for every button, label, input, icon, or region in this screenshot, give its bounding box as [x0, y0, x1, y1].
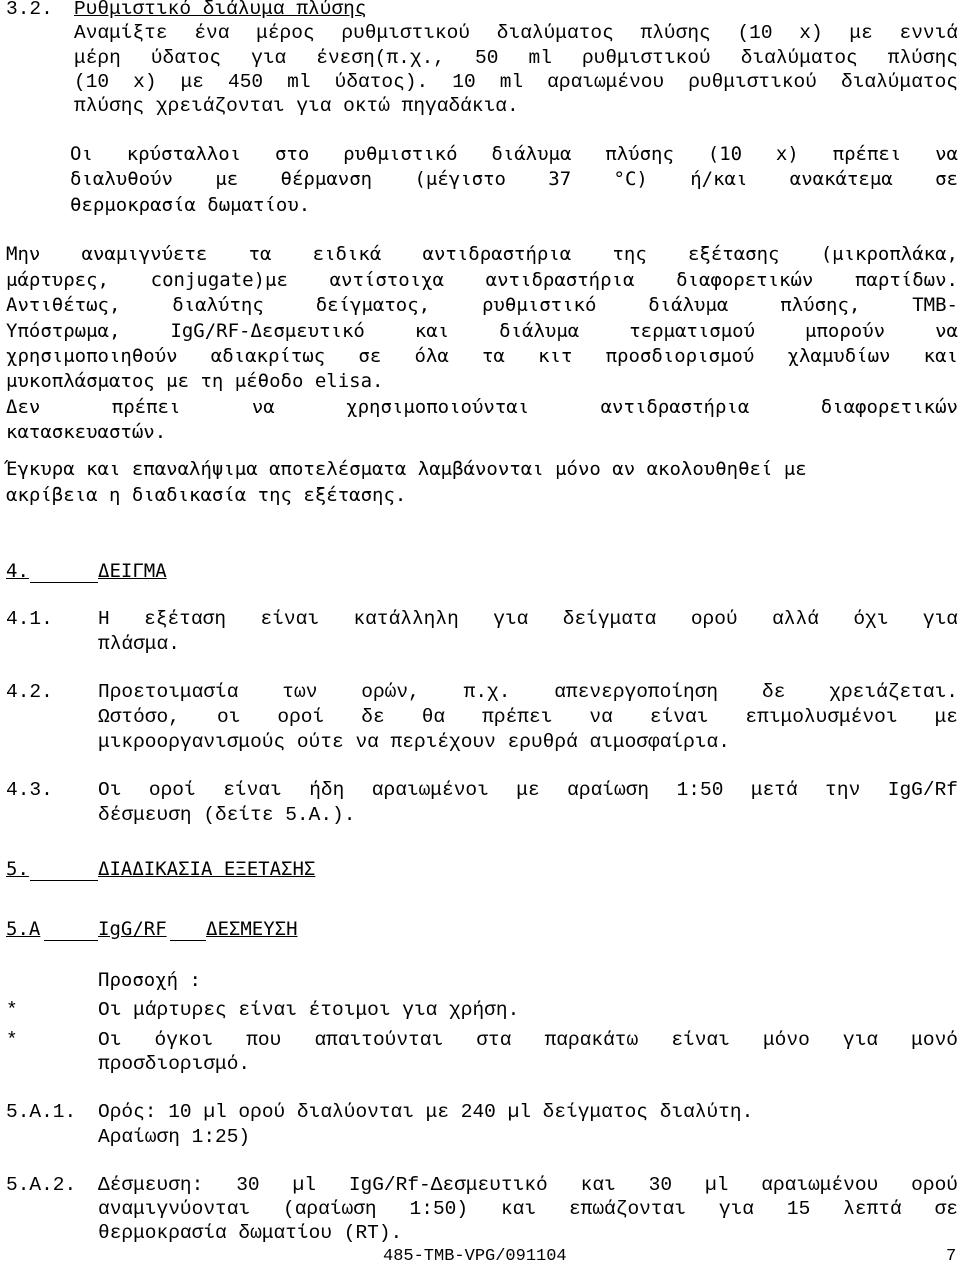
note-line: Έγκυρα και επαναλήψιμα αποτελέσματα λαμβάνονται μόνο αν ακολουθηθεί με	[6, 458, 807, 480]
note-line: χρησιμοποιηθούν αδιακρίτως σε όλα τα κιτ προσδιορισμού χλαμυδίων και	[6, 345, 958, 367]
paragraph-line: μέρη ύδατος για ένεση(π.χ., 50 ml ρυθμιστικού διαλύματος πλύσης	[74, 47, 958, 69]
item-line: Οι οροί είναι ήδη αραιωμένοι με αραίωση 1:50 μετά την IgG/Rf	[98, 779, 958, 801]
attention-label: Προσοχή :	[98, 969, 201, 991]
note-line: Υπόστρωμα, IgG/RF-Δεσμευτικό και διάλυμα τερματισμού μπορούν να	[6, 320, 958, 342]
section-underline-gap	[30, 858, 98, 881]
section-underline-gap	[170, 918, 206, 941]
note-line: Οι κρύσταλλοι στο ρυθμιστικό διάλυμα πλύσης (10 x) πρέπει να	[70, 143, 958, 165]
step-line: θερμοκρασία δωματίου (RT).	[98, 1222, 403, 1244]
section-number: 5.	[6, 858, 29, 880]
section-title: ΔΙΑΔΙΚΑΣΙΑ ΕΞΕΤΑΣΗΣ	[98, 858, 316, 880]
section-title: ΔΕΣΜΕΥΣΗ	[206, 918, 298, 940]
section-title: IgG/RF	[98, 918, 167, 940]
item-number: 4.1.	[6, 608, 53, 630]
section-title: ΔΕΙΓΜΑ	[98, 560, 167, 582]
bullet-mark: *	[6, 999, 18, 1021]
step-line: Δέσμευση: 30 µl IgG/Rf-Δεσμευτικό και 30 µl αραιωμένου ορού	[98, 1174, 958, 1196]
section-title: Ρυθμιστικό διάλυμα πλύσης	[74, 0, 367, 20]
paragraph-line: πλύσης χρειάζονται για οκτώ πηγαδάκια.	[74, 95, 519, 117]
note-line: μάρτυρες, conjugate)με αντίστοιχα αντιδραστήρια διαφορετικών παρτίδων.	[6, 269, 958, 291]
bullet-text: Οι όγκοι που απαιτούνται στα παρακάτω είναι μόνο για μονό	[98, 1029, 958, 1051]
item-number: 4.2.	[6, 681, 53, 703]
item-line: μικροοργανισμούς ούτε να περιέχουν ερυθρά αιμοσφαίρια.	[98, 731, 730, 753]
section-underline-gap	[44, 918, 98, 941]
item-line: δέσμευση (δείτε 5.Α.).	[98, 804, 356, 826]
note-line: ακρίβεια η διαδικασία της εξέτασης.	[6, 484, 407, 506]
section-number: 3.2.	[6, 0, 53, 20]
note-line: διαλυθούν με θέρμανση (μέγιστο 37 °C) ή/και ανακάτεμα σε	[70, 168, 958, 190]
step-number: 5.Α.2.	[6, 1174, 77, 1196]
section-number: 5.A	[6, 918, 41, 940]
section-number: 4.	[6, 560, 29, 582]
item-number: 4.3.	[6, 779, 53, 801]
footer-page-number: 7	[946, 1247, 957, 1266]
item-line: Ωστόσο, οι οροί δε θα πρέπει να είναι επιμολυσμένοι με	[98, 706, 958, 728]
bullet-mark: *	[6, 1029, 18, 1051]
step-line: Αραίωση 1:25)	[98, 1126, 251, 1148]
note-line: μυκοπλάσματος με τη μέθοδο elisa.	[6, 370, 384, 392]
step-line: Ορός: 10 µl ορού διαλύονται με 240 µl δείγματος διαλύτη.	[98, 1101, 754, 1123]
note-line: θερμοκρασία δωματίου.	[70, 194, 311, 216]
bullet-text: Οι μάρτυρες είναι έτοιμοι για χρήση.	[98, 999, 520, 1021]
footer-doc-code: 485-TMB-VPG/091104	[383, 1247, 567, 1266]
step-number: 5.Α.1.	[6, 1101, 77, 1123]
note-line: Δεν πρέπει να χρησιμοποιούνται αντιδραστήρια διαφορετικών	[6, 396, 958, 418]
step-line: αναμιγνύονται (αραίωση 1:50) και επωάζονται για 15 λεπτά σε	[98, 1198, 958, 1220]
note-line: Μην αναμιγνύετε τα ειδικά αντιδραστήρια της εξέτασης (μικροπλάκα,	[6, 243, 958, 265]
item-line: Προετοιμασία των ορών, π.χ. απενεργοποίηση δε χρειάζεται.	[98, 681, 958, 703]
paragraph-line: (10 x) με 450 ml ύδατος). 10 ml αραιωμένου ρυθμιστικού διαλύματος	[74, 71, 958, 93]
bullet-text: προσδιορισμό.	[98, 1053, 251, 1075]
paragraph-line: Αναμίξτε ένα μέρος ρυθμιστικού διαλύματος πλύσης (10 x) με εννιά	[74, 22, 958, 44]
note-line: Αντιθέτως, διαλύτης δείγματος, ρυθμιστικό διάλυμα πλύσης, TMB-	[6, 294, 958, 316]
note-line: κατασκευαστών.	[6, 421, 167, 443]
item-line: πλάσμα.	[98, 633, 180, 655]
item-line: Η εξέταση είναι κατάλληλη για δείγματα ορού αλλά όχι για	[98, 608, 958, 630]
section-underline-gap	[30, 560, 98, 583]
